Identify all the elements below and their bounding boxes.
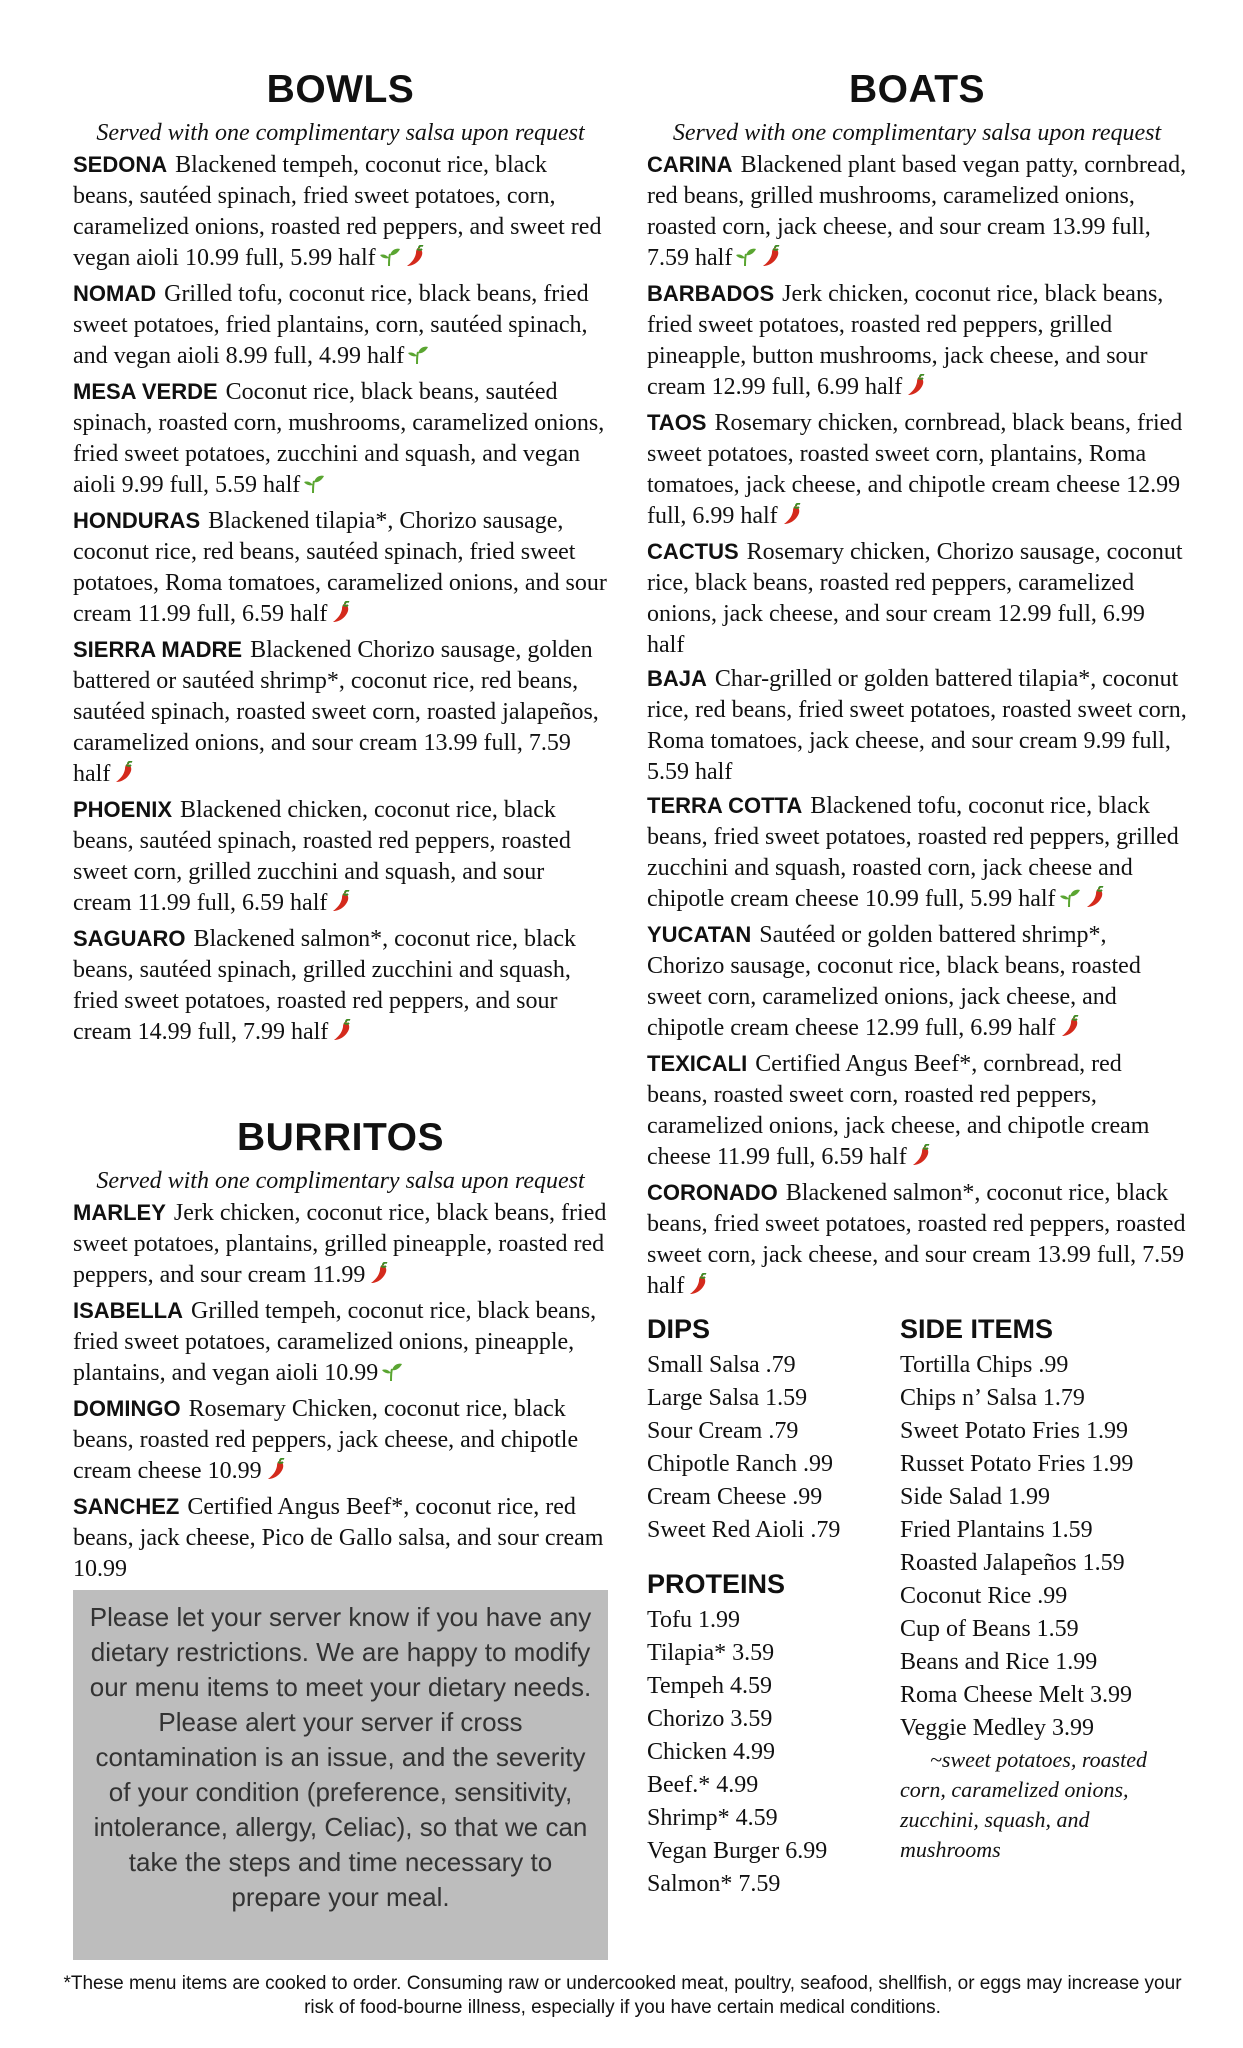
menu-item-name: TERRA COTTA (647, 793, 803, 818)
cross-contamination-notice-text: Please alert your server if cross contamination is an issue, and the severity of your condition (preference, sensitivity, intolerance, allergy, Celiac), so that we can take the steps and time necessary to prepare your meal. (93, 1707, 588, 1912)
price-list-item: Fried Plantains 1.59 (900, 1517, 1093, 1543)
menu-item-description: Blackened salmon*, coconut rice, black beans, sautéed spinach, grilled zucchini and squash, fried sweet potatoes, roasted red peppers, and sour cream 14.99 full, 7.99 half (73, 926, 576, 1045)
menu-item-name: YUCATAN (647, 922, 752, 947)
menu-item (73, 376, 608, 503)
menu-item-name: BAJA (647, 666, 707, 691)
dips-list (647, 1349, 887, 1547)
pepper-icon (265, 1458, 287, 1489)
price-list-item: Cream Cheese .99 (647, 1484, 823, 1510)
menu-item (647, 278, 1187, 405)
pepper-icon (760, 245, 782, 276)
side-items-list (900, 1349, 1200, 1745)
menu-item-description: Rosemary Chicken, coconut rice, black beans, roasted red peppers, jack cheese, and chipotle cream cheese 10.99 (73, 1396, 579, 1484)
menu-item (73, 149, 608, 276)
price-list-item: Sour Cream .79 (647, 1418, 799, 1444)
price-list-item: Chorizo 3.59 (647, 1706, 773, 1732)
menu-item-name: HONDURAS (73, 508, 201, 533)
menu-item (73, 1491, 608, 1585)
leaf-icon (407, 343, 429, 374)
price-list-item: Chipotle Ranch .99 (647, 1451, 833, 1477)
menu-item-description: Sautéed or golden battered shrimp*, Chorizo sausage, coconut rice, black beans, roasted sweet corn, caramelized onions, jack cheese, and chipotle cream cheese 12.99 full, 6.99 half (647, 922, 1141, 1041)
bowls-subtitle: Served with one complimentary salsa upon request (96, 120, 585, 146)
menu-item (647, 790, 1187, 917)
menu-item-description: Blackened plant based vegan patty, cornbread, red beans, grilled mushrooms, caramelized onions, roasted corn, jack cheese, and sour cream 13.99 full, 7.59 half (647, 152, 1187, 271)
burritos-subtitle: Served with one complimentary salsa upon request (96, 1168, 585, 1194)
price-list-item: Tilapia* 3.59 (647, 1640, 775, 1666)
price-list-item: Tempeh 4.59 (647, 1673, 772, 1699)
proteins-title: PROTEINS (647, 1569, 786, 1599)
menu-item-description: Grilled tofu, coconut rice, black beans, fried sweet potatoes, fried plantains, corn, sautéed spinach, and vegan aioli 8.99 full, 4.99 half (73, 281, 589, 369)
left-column (73, 0, 608, 1587)
leaf-icon (303, 472, 325, 503)
price-list-item: Sweet Potato Fries 1.99 (900, 1418, 1128, 1444)
menu-item (647, 1177, 1187, 1304)
veggie-medley-note: ~sweet potatoes, roasted corn, caramelized onions, zucchini, squash, and mushrooms (900, 1747, 1148, 1862)
price-list-item: Side Salad 1.99 (900, 1484, 1050, 1510)
menu-item-name: SAGUARO (73, 926, 186, 951)
pepper-icon (113, 761, 135, 792)
menu-item (73, 1393, 608, 1489)
menu-item-name: TEXICALI (647, 1051, 748, 1076)
menu-item-description: Char-grilled or golden battered tilapia*, coconut rice, red beans, fried sweet potatoes, roasted sweet corn, Roma tomatoes, jack cheese, and sour cream 9.99 full, 5.59 half (647, 666, 1187, 785)
pepper-icon (910, 1144, 932, 1175)
price-list-item: Veggie Medley 3.99 (900, 1715, 1094, 1741)
dips-title: DIPS (647, 1314, 711, 1344)
menu-item-name: NOMAD (73, 281, 157, 306)
menu-item-name: CORONADO (647, 1180, 778, 1205)
menu-item-description: Blackened salmon*, coconut rice, black beans, fried sweet potatoes, roasted red peppers, roasted sweet corn, jack cheese, and sour cream 13.99 full, 7.59 half (647, 1180, 1186, 1299)
boats-subtitle: Served with one complimentary salsa upon request (672, 120, 1162, 146)
pepper-icon (687, 1273, 709, 1304)
menu-item-description: Rosemary chicken, cornbread, black beans, fried sweet potatoes, roasted sweet corn, plantains, Roma tomatoes, jack cheese, and chipotle cream cheese 12.99 full, 6.99 half (647, 410, 1183, 529)
menu-item-description: Blackened tofu, coconut rice, black beans, fried sweet potatoes, roasted red peppers, grilled zucchini and squash, roasted corn, jack cheese and chipotle cream cheese 10.99 full, 5.99 half (647, 793, 1179, 912)
leaf-icon (381, 1360, 403, 1391)
menu-item-description: Blackened chicken, coconut rice, black beans, sautéed spinach, roasted red peppers, roasted sweet corn, grilled zucchini and squash, and sour cream 11.99 full, 6.59 half (73, 797, 571, 916)
price-list-item: Tortilla Chips .99 (900, 1352, 1069, 1378)
burritos-title: BURRITOS (237, 1116, 444, 1159)
price-list-item: Cup of Beans 1.59 (900, 1616, 1079, 1642)
menu-item (73, 923, 608, 1050)
pepper-icon (330, 890, 352, 921)
dips-proteins-column (647, 1314, 887, 1901)
leaf-icon (1059, 886, 1081, 917)
price-list-item: Beans and Rice 1.99 (900, 1649, 1098, 1675)
menu-item-name: SIERRA MADRE (73, 637, 243, 662)
menu-item-name: BARBADOS (647, 281, 775, 306)
menu-item (647, 1048, 1187, 1175)
price-list-item: Shrimp* 4.59 (647, 1805, 778, 1831)
price-list-item: Chips n’ Salsa 1.79 (900, 1385, 1085, 1411)
menu-item-description: Jerk chicken, coconut rice, black beans, fried sweet potatoes, roasted red peppers, grilled pineapple, button mushrooms, jack cheese, and sour cream 12.99 full, 6.99 half (647, 281, 1164, 400)
menu-item (647, 149, 1187, 276)
price-list-item: Roasted Jalapeños 1.59 (900, 1550, 1125, 1576)
pepper-icon (1084, 886, 1106, 917)
menu-item (73, 1197, 608, 1293)
menu-item-description: Grilled tempeh, coconut rice, black beans, fried sweet potatoes, caramelized onions, pineapple, plantains, and vegan aioli 10.99 (73, 1298, 597, 1386)
leaf-icon (735, 245, 757, 276)
menu-item-name: ISABELLA (73, 1298, 183, 1323)
menu-item (73, 505, 608, 632)
menu-item (73, 278, 608, 374)
menu-item-description: Blackened tempeh, coconut rice, black beans, sautéed spinach, fried sweet potatoes, corn, caramelized onions, roasted red peppers, and sweet red vegan aioli 10.99 full, 5.99 half (73, 152, 602, 271)
price-list-item: Large Salsa 1.59 (647, 1385, 808, 1411)
menu-item-name: MARLEY (73, 1200, 166, 1225)
menu-item-description: Rosemary chicken, Chorizo sausage, coconut rice, black beans, roasted red peppers, caramelized onions, jack cheese, and sour cream 12.99 full, 6.99 half (647, 539, 1183, 658)
dietary-notice-text: Please let your server know if you have any dietary restrictions. We are happy to modify our menu items to meet your dietary needs. (89, 1602, 592, 1702)
raw-food-disclaimer: *These menu items are cooked to order. Consuming raw or undercooked meat, poultry, seafood, shellfish, or eggs may increase your risk of food-bourne illness, especially if you have certain medical conditions. (63, 1973, 1182, 2018)
price-list-item: Roma Cheese Melt 3.99 (900, 1682, 1132, 1708)
menu-item-name: SEDONA (73, 152, 168, 177)
pepper-icon (330, 601, 352, 632)
side-items-column (900, 1314, 1200, 1865)
menu-item-description: Coconut rice, black beans, sautéed spinach, roasted corn, mushrooms, caramelized onions, fried sweet potatoes, zucchini and squash, and vegan aioli 9.99 full, 5.59 half (73, 379, 605, 498)
menu-item (73, 634, 608, 792)
menu-item-description: Certified Angus Beef*, coconut rice, red beans, jack cheese, Pico de Gallo salsa, and sour cream 10.99 (73, 1494, 604, 1582)
menu-item-description: Jerk chicken, coconut rice, black beans, fried sweet potatoes, plantains, grilled pineapple, roasted red peppers, and sour cream 11.99 (73, 1200, 607, 1288)
menu-item (73, 1295, 608, 1391)
pepper-icon (905, 374, 927, 405)
menu-item (647, 536, 1187, 661)
bowls-list (73, 149, 608, 1050)
pepper-icon (331, 1019, 353, 1050)
pepper-icon (404, 245, 426, 276)
menu-item-name: PHOENIX (73, 797, 173, 822)
price-list-item: Chicken 4.99 (647, 1739, 775, 1765)
menu-item-name: SANCHEZ (73, 1494, 180, 1519)
pepper-icon (368, 1262, 390, 1293)
boats-title: BOATS (848, 68, 986, 111)
menu-item-name: CACTUS (647, 539, 739, 564)
menu-item (647, 407, 1187, 534)
pepper-icon (781, 503, 803, 534)
menu-item (647, 663, 1187, 788)
price-list-item: Salmon* 7.59 (647, 1871, 781, 1897)
menu-item (73, 794, 608, 921)
side-items-title: SIDE ITEMS (900, 1314, 1054, 1344)
price-list-item: Coconut Rice .99 (900, 1583, 1068, 1609)
menu-item (647, 919, 1187, 1046)
price-list-item: Small Salsa .79 (647, 1352, 796, 1378)
pepper-icon (1059, 1015, 1081, 1046)
price-list-item: Russet Potato Fries 1.99 (900, 1451, 1134, 1477)
bowls-title: BOWLS (266, 68, 415, 111)
price-list-item: Beef.* 4.99 (647, 1772, 759, 1798)
proteins-list (647, 1604, 887, 1901)
burritos-list (73, 1197, 608, 1585)
menu-item-description: Blackened Chorizo sausage, golden battered or sautéed shrimp*, coconut rice, red beans, sautéed spinach, roasted sweet corn, roasted jalapeños, caramelized onions, and sour cream 13.99 full, 7.59 half (73, 637, 599, 787)
menu-item-name: TAOS (647, 410, 707, 435)
leaf-icon (379, 245, 401, 276)
price-list-item: Tofu 1.99 (647, 1607, 740, 1633)
menu-item-description: Blackened tilapia*, Chorizo sausage, coconut rice, red beans, sautéed spinach, fried sweet potatoes, Roma tomatoes, caramelized onions, and sour cream 11.99 full, 6.59 half (73, 508, 607, 627)
menu-item-description: Certified Angus Beef*, cornbread, red beans, roasted sweet corn, roasted red peppers, caramelized onions, jack cheese, and chipotle cream cheese 11.99 full, 6.59 half (647, 1051, 1150, 1170)
right-column (647, 0, 1187, 1306)
boats-list (647, 149, 1187, 1304)
price-list-item: Vegan Burger 6.99 (647, 1838, 828, 1864)
price-list-item: Sweet Red Aioli .79 (647, 1517, 841, 1543)
dietary-notice-box (73, 1590, 608, 1960)
menu-item-name: DOMINGO (73, 1396, 181, 1421)
menu-item-name: MESA VERDE (73, 379, 218, 404)
menu-item-name: CARINA (647, 152, 733, 177)
